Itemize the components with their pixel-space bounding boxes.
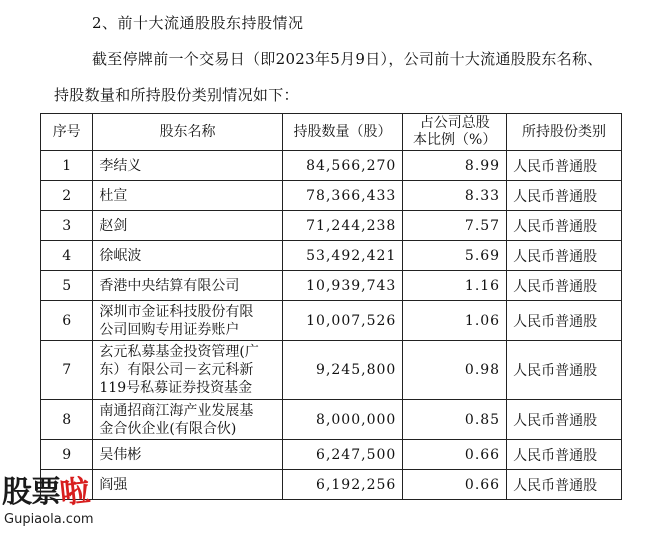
cell-shares: 10,007,526 [282,301,403,341]
cell-shareholder-name [93,151,282,181]
cell-share-class: 人民币普通股 [507,271,622,301]
cell-share-class: 人民币普通股 [507,151,622,181]
table-row [41,271,622,301]
watermark-url: Gupiaola.com [4,512,94,527]
cell-shareholder-name [93,440,282,470]
watermark-logo-main: 股票 [2,475,60,510]
cell-shares: 6,192,256 [282,470,403,500]
shareholder-name-line: 玄元私募基金投资管理(广 [99,344,259,360]
header-no: 序号 [41,114,93,151]
shareholder-name-line: 公司回购专用证券账户 [99,321,240,338]
intro-paragraph-line2: 持股数量和所持股份类别情况如下： [54,86,299,104]
cell-shareholder-name [93,400,282,440]
cell-shareholder-name [93,211,282,241]
shareholder-name-line: 徐岷波 [99,247,142,264]
table-row [41,211,622,241]
cell-shares: 10,939,743 [282,271,403,301]
cell-no: 2 [41,181,93,211]
table-row [41,400,622,440]
cell-shareholder-name [93,271,282,301]
shareholder-name-line: 赵剑 [99,217,128,234]
shareholder-name-line: 李结义 [99,157,142,174]
cell-pct: 0.66 [403,440,507,470]
cell-no: 5 [41,271,93,301]
shareholder-name-line: 深圳市金证科技股份有限 [99,303,254,320]
header-class: 所持股份类别 [507,114,622,151]
table-row [41,440,622,470]
shareholder-name-line: 香港中央结算有限公司 [99,277,240,294]
table-row [41,301,622,341]
cell-share-class: 人民币普通股 [507,211,622,241]
cell-pct: 0.66 [403,470,507,500]
shareholder-name-line: 吴伟彬 [99,446,142,463]
cell-share-class: 人民币普通股 [507,301,622,341]
cell-shareholder-name [93,301,282,341]
cell-shares: 84,566,270 [282,151,403,181]
cell-no: 4 [41,241,93,271]
section-heading: 2、前十大流通股股东持股情况 [92,14,304,32]
header-name: 股东名称 [93,114,282,151]
table-header-row [41,114,622,151]
cell-pct: 5.69 [403,241,507,271]
cell-pct: 8.99 [403,151,507,181]
cell-pct: 0.98 [403,341,507,400]
shareholder-name-line: 阎强 [99,476,128,493]
watermark-logo-accent: 啦 [58,473,91,512]
cell-share-class: 人民币普通股 [507,241,622,271]
table-row [41,241,622,271]
cell-pct: 0.85 [403,400,507,440]
cell-pct: 1.16 [403,271,507,301]
cell-share-class: 人民币普通股 [507,341,622,400]
cell-no: 6 [41,301,93,341]
cell-share-class: 人民币普通股 [507,440,622,470]
shareholder-name-line: 南通招商江海产业发展基 [99,402,254,419]
table-row [41,151,622,181]
cell-share-class: 人民币普通股 [507,470,622,500]
cell-no: 3 [41,211,93,241]
header-pct [403,114,507,151]
cell-no: 1 [41,151,93,181]
intro-paragraph-line1: 截至停牌前一个交易日（即2023年5月9日），公司前十大流通股股东名称、 [92,50,603,68]
header-shares: 持股数量（股） [282,114,403,151]
cell-shares: 78,366,433 [282,181,403,211]
shareholders-table [40,113,622,500]
cell-pct: 1.06 [403,301,507,341]
table-row [41,341,622,400]
shareholder-name-line: 杜宣 [99,187,128,204]
shareholder-name-line: 东）有限公司－玄元科新 [99,362,254,378]
cell-shares: 9,245,800 [282,341,403,400]
gupiaola-watermark [2,473,122,536]
cell-shares: 71,244,238 [282,211,403,241]
cell-no: 8 [41,400,93,440]
cell-shareholder-name [93,181,282,211]
cell-no: 7 [41,341,93,400]
cell-share-class: 人民币普通股 [507,181,622,211]
table-row [41,470,622,500]
cell-share-class: 人民币普通股 [507,400,622,440]
table-row [41,181,622,211]
shareholder-name-line: 119号私募证券投资基金 [99,380,253,396]
header-pct-line1: 占公司总股 [419,115,490,131]
cell-shareholder-name [93,241,282,271]
cell-shares: 53,492,421 [282,241,403,271]
cell-pct: 8.33 [403,181,507,211]
cell-shareholder-name [93,341,282,400]
watermark-logo [2,473,122,512]
cell-pct: 7.57 [403,211,507,241]
cell-no: 9 [41,440,93,470]
cell-shares: 8,000,000 [282,400,403,440]
cell-shares: 6,247,500 [282,440,403,470]
header-pct-line2: 本比例（%） [413,132,497,148]
shareholder-name-line: 金合伙企业(有限合伙) [99,420,237,437]
